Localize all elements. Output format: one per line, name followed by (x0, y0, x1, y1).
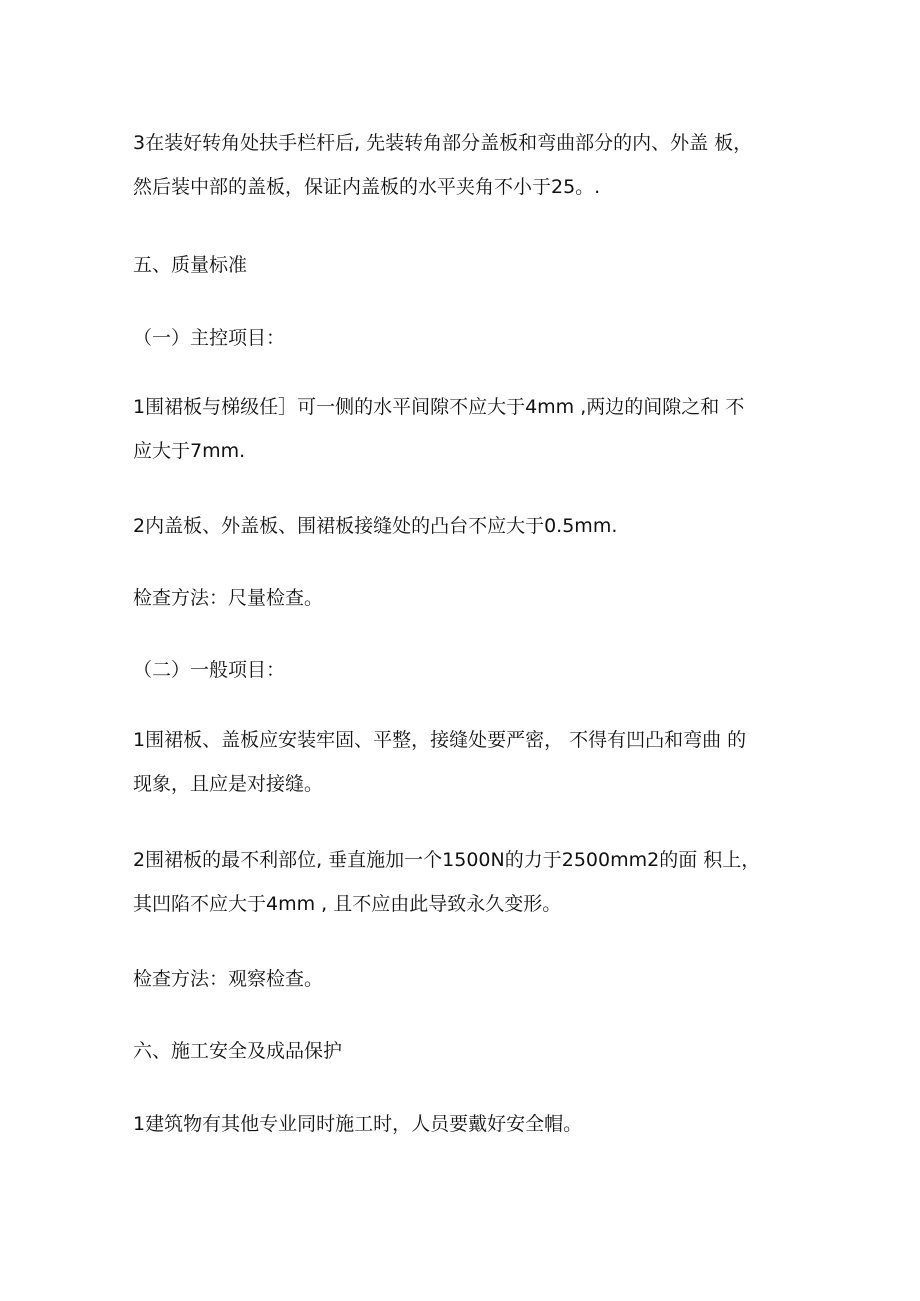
paragraph-force-test (133, 838, 793, 926)
section-heading-quality-standard (133, 243, 793, 287)
paragraph-skirt-panel-gap (133, 385, 793, 473)
heading-text: 六、施工安全及成品保护 (133, 1040, 343, 1062)
paragraph-installation-firm (133, 718, 793, 806)
text-line: 检查方法：尺量检查。 (133, 587, 324, 609)
text-line: 1围裙板、盖板应安装牢固、平整，接缝处要严密， 不得有凹凸和弯曲 的 (133, 729, 747, 751)
text-line: 然后装中部的盖板，保证内盖板的水平夹角不小于25。. (133, 176, 601, 198)
text-line: 其凹陷不应大于4mm , 且不应由此导致永久变形。 (133, 893, 562, 915)
paragraph-joint-step (133, 504, 793, 548)
section-heading-safety-protection (133, 1029, 793, 1073)
text-line: 检查方法：观察检查。 (133, 968, 324, 990)
subheading-main-control-items (133, 316, 793, 360)
heading-text: （二）一般项目： (133, 659, 286, 681)
text-line: 1围裙板与梯级任］可一侧的水平间隙不应大于4mm ,两边的间隙之和 不 (133, 396, 745, 418)
text-line: 3在装好转角处扶手栏杆后, 先装转角部分盖板和弯曲部分的内、外盖 板， (133, 132, 753, 154)
paragraph-inspection-method-measure (133, 576, 793, 620)
paragraph-safety-helmet (133, 1102, 793, 1146)
text-line: 应大于7mm. (133, 440, 246, 462)
heading-text: （一）主控项目： (133, 327, 286, 349)
paragraph-inspection-method-observe (133, 957, 793, 1001)
subheading-general-items (133, 648, 793, 692)
text-line: 2围裙板的最不利部位, 垂直施加一个1500N的力于2500mm2的面 积上， (133, 849, 761, 871)
text-line: 1建筑物有其他专业同时施工时，人员要戴好安全帽。 (133, 1113, 583, 1135)
text-line: 现象，且应是对接缝。 (133, 773, 324, 795)
text-line: 2内盖板、外盖板、围裙板接缝处的凸台不应大于0.5mm. (133, 515, 618, 537)
paragraph-cover-plate-install (133, 121, 793, 209)
heading-text: 五、质量标准 (133, 254, 248, 276)
